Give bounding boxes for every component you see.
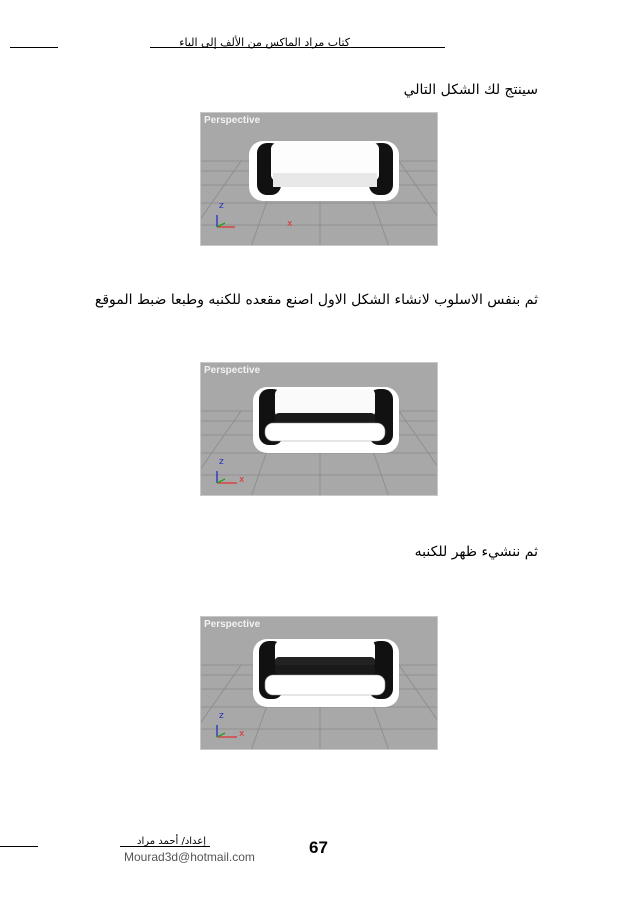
axis-z-label: z <box>219 711 224 721</box>
viewport-label: Perspective <box>204 619 261 630</box>
sofa-frame-1 <box>249 141 399 201</box>
viewport-render <box>201 617 438 750</box>
sofa-frame-3 <box>253 639 399 707</box>
page-number: 67 <box>309 838 328 857</box>
paragraph-back: ثم ننشيء ظهر للكنبه <box>414 544 538 560</box>
axis-gizmo-3 <box>217 725 237 737</box>
axis-gizmo-2 <box>217 471 237 483</box>
axis-x-label: x <box>287 219 293 229</box>
axis-z-label: z <box>219 457 224 467</box>
paragraph-seat: ثم بنفس الاسلوب لانشاء الشكل الاول اصنع مقعده للكنبه وطبعا ضبط الموقع <box>94 292 538 308</box>
perspective-viewport-1 <box>200 112 438 246</box>
sofa-frame-2 <box>253 387 399 453</box>
viewport-label: Perspective <box>204 115 261 126</box>
viewport-render <box>201 113 438 246</box>
viewport-render <box>201 363 438 496</box>
axis-z-label: z <box>219 201 224 211</box>
perspective-viewport-3 <box>200 616 438 750</box>
viewport-label: Perspective <box>204 365 261 376</box>
footer-left-rule <box>0 846 38 847</box>
paragraph-result: سينتج لك الشكل التالي <box>403 82 538 98</box>
header-left-rule <box>10 47 58 48</box>
perspective-viewport-2 <box>200 362 438 496</box>
axis-x-label: x <box>239 729 245 739</box>
footer-email: Mourad3d@hotmail.com <box>124 850 255 864</box>
footer-author: إعداد/ أحمد مراد <box>137 836 207 847</box>
header-title: كتاب مراد الماكس من الألف إلى الياء <box>179 36 350 49</box>
axis-x-label: x <box>239 475 245 485</box>
